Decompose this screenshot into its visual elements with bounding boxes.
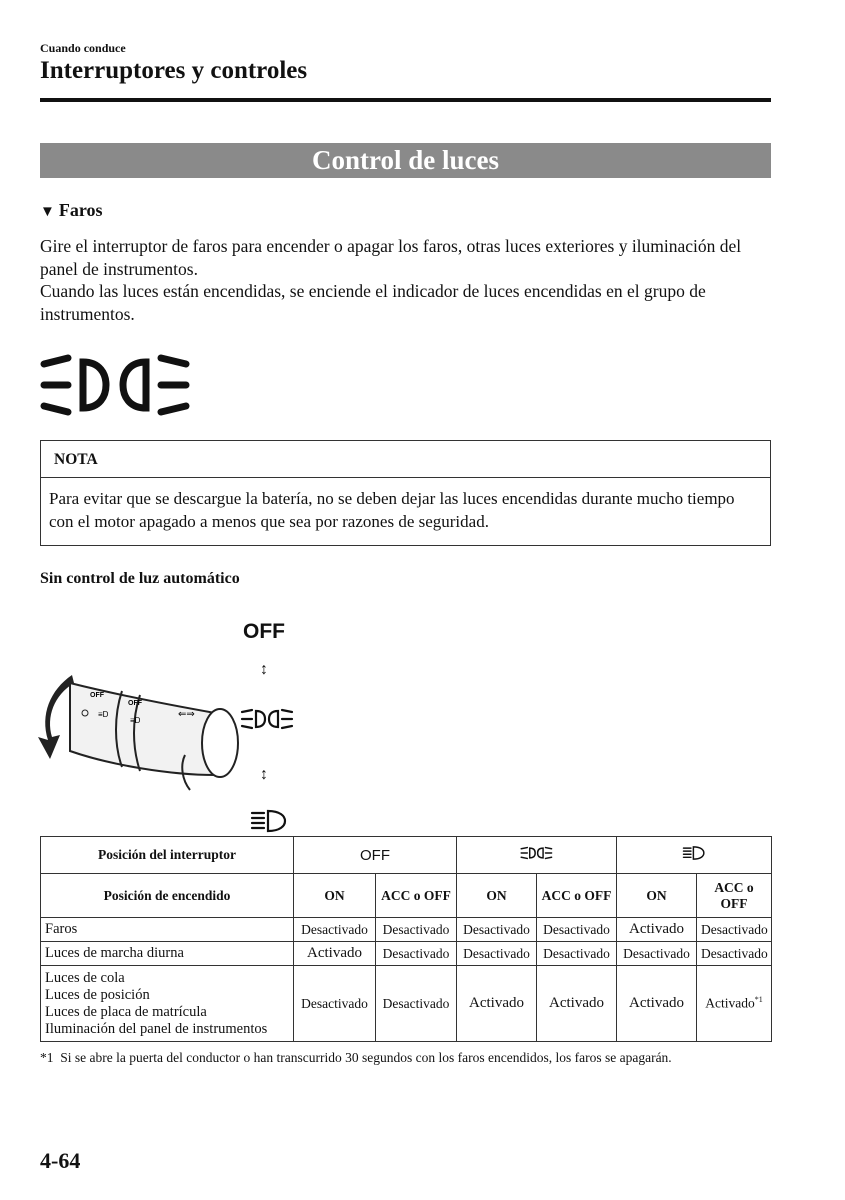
note-title: NOTA [54,451,98,468]
cell-value: Desactivado [537,942,617,966]
headlights-on-indicator-icon [38,348,194,422]
header-headlights [617,837,772,874]
light-switch-stalk-illustration [30,655,240,795]
note-text: Para evitar que se descargue la batería, no se deben dejar las luces encendidas durante mucho tiempo con el motor apagado a menos que sea por razones de seguridad. [49,489,735,531]
updown-arrow-icon: ↕ [260,661,268,678]
row-label: Faros [41,918,294,942]
row-label: Luces de marcha diurna [41,942,294,966]
stalk-off-label: OFF [90,692,104,699]
header-parking-lights [457,837,617,874]
page-number: 4-64 [40,1148,81,1173]
row-label-line: Luces de cola [45,969,125,986]
parking-lights-icon [240,706,296,732]
cell-value: Desactivado [376,966,457,1042]
parking-lights-icon [520,845,554,861]
row-label-line: Luces de placa de matrícula [45,1003,207,1020]
footnote-mark: *1 [754,995,763,1005]
stalk-off-label-2: OFF [128,700,142,707]
cell-value: Activado [537,966,617,1042]
table-subheader-row [41,874,772,918]
footnote-text: Si se abre la puerta del conductor o han transcurrido 30 segundos con los faros encendidos, los faros se apagarán. [60,1050,672,1065]
svg-text:≡D: ≡D [130,716,141,725]
chapter-rule [40,98,771,102]
cell-value: Activado [617,918,697,942]
header-power-position: Posición de encendido [41,874,294,918]
section-label: Cuando conduce [40,41,126,55]
light-status-table [40,836,772,1042]
sub-acc-off: ACC o OFF [376,874,457,918]
section-banner: Control de luces [40,143,771,178]
faros-paragraph-2: Cuando las luces están encendidas, se enciende el indicador de luces encendidas en el grupo de instrumentos. [40,281,706,324]
headlights-icon [682,845,706,861]
sub-acc-off: ACC o OFF [537,874,617,918]
cell-value: Desactivado [617,942,697,966]
svg-text:≡D: ≡D [98,710,109,719]
header-off: OFF [294,837,457,874]
sub-acc-off: ACC o OFF [697,874,772,918]
triangle-down-icon: ▼ [40,204,55,220]
cell-value: Desactivado [697,918,772,942]
faros-heading-text: Faros [58,200,103,220]
cell-value: Activado [617,966,697,1042]
footnote [40,1049,740,1067]
cell-value: Activado [457,966,537,1042]
headlights-icon [250,808,288,834]
table-row [41,918,772,942]
table-header-row [41,837,772,874]
cell-value: Desactivado [294,966,376,1042]
faros-paragraph-1: Gire el interruptor de faros para encender o apagar los faros, otras luces exteriores y iluminación del panel de instrumentos. [40,236,742,279]
cell-value: Desactivado [537,918,617,942]
sub-on: ON [294,874,376,918]
row-label-line: Iluminación del panel de instrumentos [45,1020,268,1037]
row-label-multi [41,966,294,1042]
faros-heading [40,200,103,221]
cell-value: Activado [294,942,376,966]
cell-value: Desactivado [294,918,376,942]
row-label-line: Luces de posición [45,986,150,1003]
note-divider [41,477,770,478]
cell-value: Activado [705,995,755,1011]
cell-value-with-footnote [697,966,772,1042]
sub-on: ON [617,874,697,918]
cell-value: Desactivado [376,918,457,942]
figure-title: Sin control de luz automático [40,570,240,587]
chapter-title: Interruptores y controles [40,57,308,84]
footnote-mark: *1 [40,1050,54,1065]
cell-value: Desactivado [697,942,772,966]
cell-value: Desactivado [376,942,457,966]
cell-value: Desactivado [457,918,537,942]
svg-text:⇐⇒: ⇐⇒ [178,709,195,720]
updown-arrow-icon: ↕ [260,766,268,783]
sub-on: ON [457,874,537,918]
off-position-label: OFF [243,620,285,643]
cell-value: Desactivado [457,942,537,966]
table-row [41,942,772,966]
header-switch-position: Posición del interruptor [41,837,294,874]
table-row [41,966,772,1042]
note-box [40,440,771,546]
